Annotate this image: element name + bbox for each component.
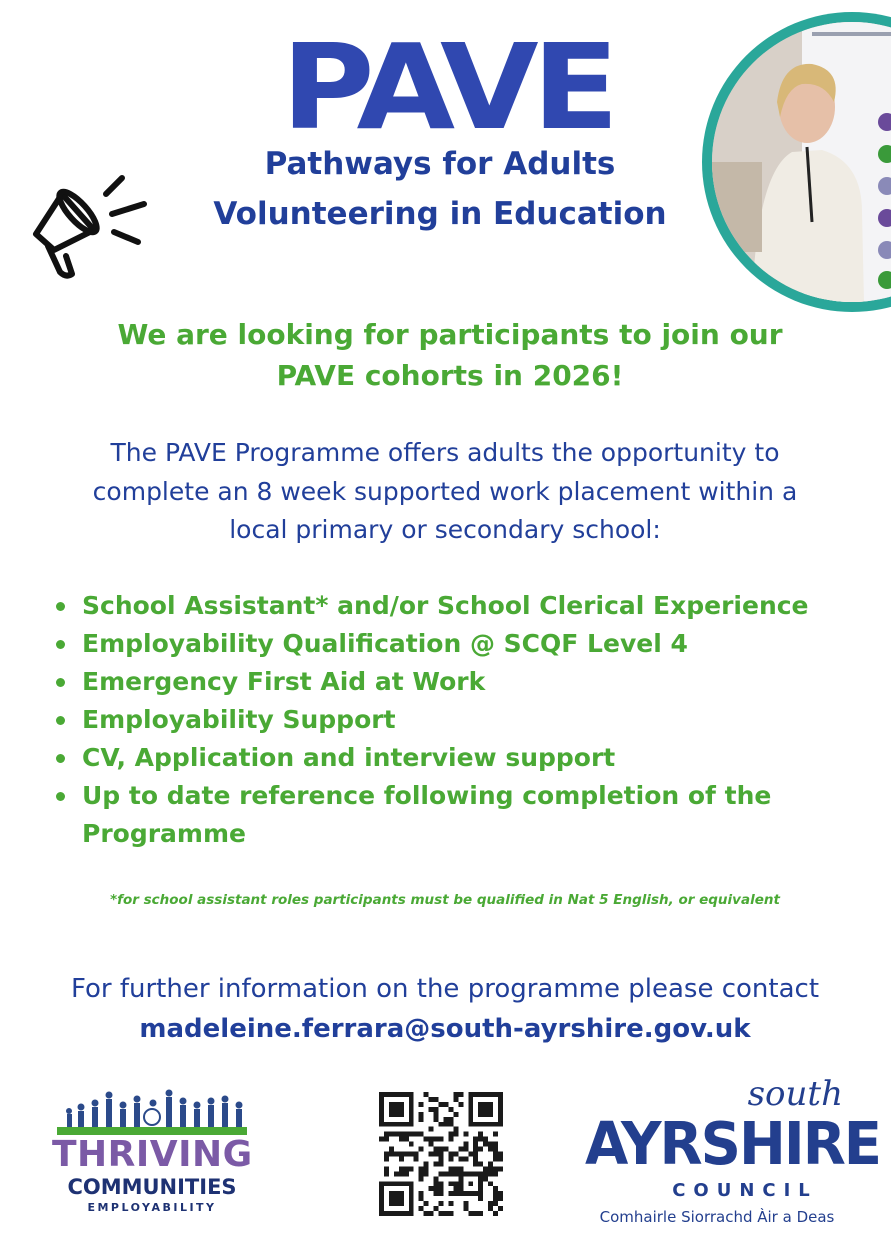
intro-line-1: We are looking for participants to join our: [117, 318, 783, 351]
contact-email-link[interactable]: madeleine.ferrara@south-ayrshire.gov.uk: [139, 1014, 751, 1044]
contact-text: For further information on the programme please contact: [70, 974, 820, 1004]
pave-logo: PAVE: [281, 18, 613, 156]
bullet-icon: [56, 678, 65, 687]
qr-code[interactable]: [379, 1092, 503, 1216]
footnote: *for school assistant roles participants must be qualified in Nat 5 English, or equivalent: [110, 892, 780, 908]
council-gaelic-name: Comhairle Siorrachd Àir a Deas: [599, 1208, 835, 1226]
bullet-icon: [56, 602, 65, 611]
benefit-item: Employability Qualification @ SCQF Level 4: [52, 625, 852, 663]
description-line-2: complete an 8 week supported work placement within a: [92, 477, 798, 506]
thriving-word: THRIVING: [52, 1134, 253, 1175]
council-word: COUNCIL: [672, 1180, 818, 1201]
intro-line-2: PAVE cohorts in 2026!: [276, 359, 624, 392]
megaphone-icon: [26, 172, 156, 287]
bullet-icon: [56, 640, 65, 649]
description-line-1: The PAVE Programme offers adults the opportunity to: [110, 438, 780, 467]
communities-word: COMMUNITIES: [67, 1175, 237, 1199]
subtitle-line-2: Volunteering in Education: [213, 196, 667, 232]
benefit-item: CV, Application and interview support: [52, 739, 852, 777]
bullet-icon: [56, 716, 65, 725]
bullet-icon: [56, 792, 65, 801]
people-silhouettes-icon: [57, 1085, 247, 1135]
thriving-communities-logo: [52, 1085, 252, 1225]
description-line-3: local primary or secondary school:: [229, 515, 661, 544]
council-south-word: south: [747, 1074, 843, 1114]
council-ayrshire-word: AYRSHIRE: [585, 1110, 881, 1179]
employability-word: EMPLOYABILITY: [87, 1201, 217, 1214]
benefit-item: School Assistant* and/or School Clerical Experience: [52, 587, 852, 625]
benefit-item: Up to date reference following completion of the Programme: [52, 777, 852, 853]
bullet-icon: [56, 754, 65, 763]
benefits-list: [52, 587, 852, 853]
benefit-item: Employability Support: [52, 701, 852, 739]
south-ayrshire-council-logo: [583, 1074, 881, 1236]
subtitle-line-1: Pathways for Adults: [264, 146, 616, 182]
benefit-item: Emergency First Aid at Work: [52, 663, 852, 701]
